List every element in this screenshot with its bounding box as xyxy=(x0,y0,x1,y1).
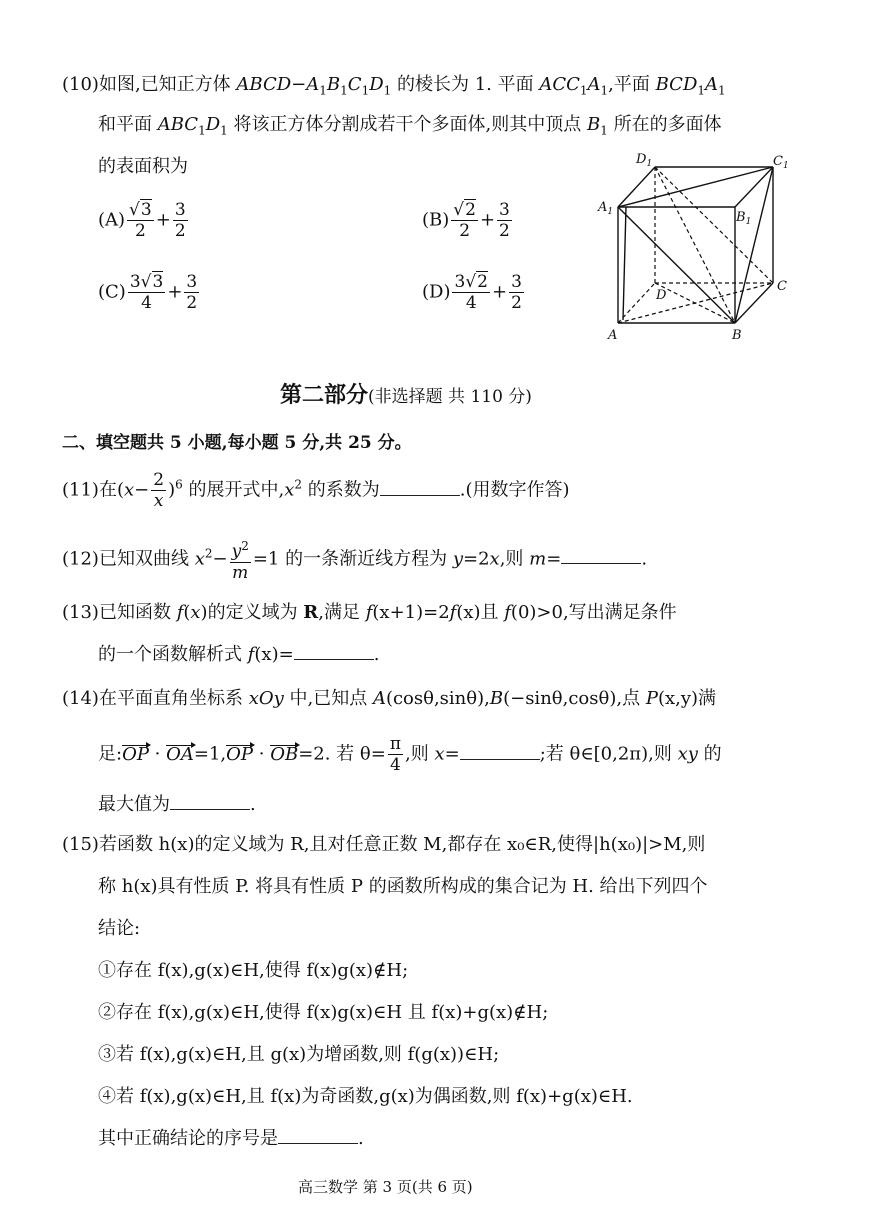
label-d: D xyxy=(656,288,667,303)
q15-line3: 结论: xyxy=(98,918,141,939)
q13-line1: (13)已知函数 f(x)的定义域为 R,满足 f(x+1)=2f(x)且 f(0)>0,写出满足条件 xyxy=(62,602,677,623)
q14-line3: 最大值为 . xyxy=(98,794,256,815)
q15-conclusion-3: ③若 f(x),g(x)∈H,且 g(x)为增函数,则 f(g(x))∈H; xyxy=(98,1044,500,1065)
edge-b1-c1 xyxy=(735,167,773,207)
q14-line2: 足:OP · OA=1,OP · OB=2. 若 θ= $\frac{\pi}{4}$ ,则 x= ;若 θ∈[0,2π),则 xy 的 xyxy=(98,734,722,775)
q15-conclusion-4: ④若 f(x),g(x)∈H,且 f(x)为奇函数,g(x)为偶函数,则 f(x)+g(x)∈H. xyxy=(98,1086,633,1107)
q15-line2: 称 h(x)具有性质 P. 将具有性质 P 的函数所构成的集合记为 H. 给出下列四个 xyxy=(98,876,708,897)
q15-answer-line: 其中正确结论的序号是 . xyxy=(98,1128,364,1149)
q14-line1: (14)在平面直角坐标系 xOy 中,已知点 A(cosθ,sinθ),B(−sinθ,cosθ),点 P(x,y)满 xyxy=(62,688,717,709)
q11-answer-blank[interactable] xyxy=(380,479,460,496)
diag-d1-c xyxy=(655,167,773,283)
label-b: B xyxy=(732,328,742,343)
label-a: A xyxy=(608,328,618,343)
section2-title: 二、填空题共 5 小题,每小题 5 分,共 25 分。 xyxy=(62,433,412,453)
q14-answer-blank-2[interactable] xyxy=(170,793,250,810)
edge-b-c xyxy=(735,283,773,323)
label-d1: $D_1$ xyxy=(636,152,653,169)
label-a1: $A_1$ xyxy=(598,200,614,217)
diag-a1-b xyxy=(618,207,735,323)
q12-answer-blank[interactable] xyxy=(561,547,641,564)
q10-option-b: (B) $\frac{√2}{2}$ + $\frac{3}{2}$ xyxy=(422,200,510,241)
q10-option-a: (A) $\frac{√3}{2}$ + $\frac{3}{2}$ xyxy=(98,200,186,241)
q14-answer-blank-1[interactable] xyxy=(460,743,540,760)
cube-figure xyxy=(590,145,800,350)
q15-conclusion-1: ①存在 f(x),g(x)∈H,使得 f(x)g(x)∉H; xyxy=(98,960,409,981)
q10-line1: (10)如图,已知正方体 $ABCD-A_1B_1C_1D_1$ 的棱长为 1. 平面 $ACC_1A_1$,平面 $BCD_1A_1$ xyxy=(62,74,726,98)
q15-conclusion-2: ②存在 f(x),g(x)∈H,使得 f(x)g(x)∈H 且 f(x)+g(x)∉H; xyxy=(98,1002,549,1023)
inner-line xyxy=(623,207,626,320)
q13-line2: 的一个函数解析式 f(x)= . xyxy=(98,644,380,665)
diag-c1-b xyxy=(735,167,773,323)
q10-option-d: (D) $\frac{3√2}{4}$ + $\frac{3}{2}$ xyxy=(422,272,522,313)
label-c: C xyxy=(777,279,787,294)
part2-heading: 第二部分(非选择题 共 110 分) xyxy=(280,382,532,408)
label-c1: $C_1$ xyxy=(773,154,789,171)
diag-d-b xyxy=(655,283,735,323)
q10-line2: 和平面 $ABC_1D_1$ 将该正方体分割成若干个多面体,则其中顶点 $B_1$ 所在的多面体 xyxy=(98,114,722,138)
q10-line3: 的表面积为 xyxy=(98,156,188,177)
diag-d1-b xyxy=(655,167,735,323)
page-footer: 高三数学 第 3 页(共 6 页) xyxy=(298,1178,473,1196)
q12: (12)已知双曲线 $x^2-$ $\frac{y^2}{m}$ =1 的一条渐近线方程为 y=2x,则 m= . xyxy=(62,536,647,583)
diag-a1-c1 xyxy=(618,167,773,207)
q10-option-c: (C) $\frac{3√3}{4}$ + $\frac{3}{2}$ xyxy=(98,272,198,313)
edge-a1-d1 xyxy=(618,167,655,207)
q11: (11)在(x− $\frac{2}{x}$ )$^6$ 的展开式中$,x^2$ 的系数为 .(用数字作答) xyxy=(62,470,570,511)
q15-answer-blank[interactable] xyxy=(278,1127,358,1144)
label-b1: $B_1$ xyxy=(736,210,752,227)
q13-answer-blank[interactable] xyxy=(294,643,374,660)
q15-line1: (15)若函数 h(x)的定义域为 R,且对任意正数 M,都存在 x₀∈R,使得|h(x₀)|>M,则 xyxy=(62,834,706,855)
